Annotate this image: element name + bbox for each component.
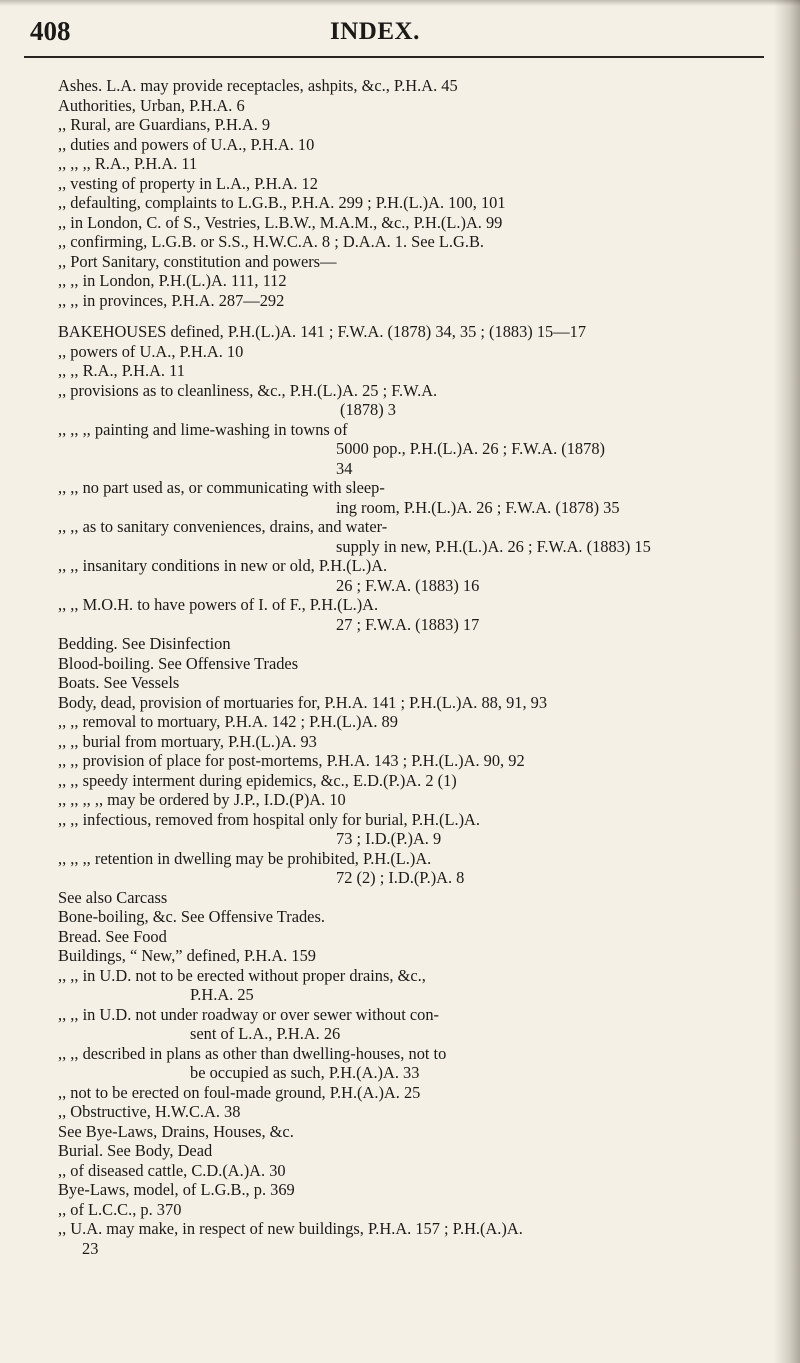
index-line-continued: 5000 pop., P.H.(L.)A. 26 ; F.W.A. (1878) [336, 439, 605, 458]
index-line: Ashes. L.A. may provide receptacles, ashpits, &c., P.H.A. 45 [58, 76, 458, 95]
index-line: Bone-boiling, &c. See Offensive Trades. [58, 907, 325, 926]
index-line: Boats. See Vessels [58, 673, 180, 692]
index-line: Body, dead, provision of mortuaries for, P.H.A. 141 ; P.H.(L.)A. 88, 91, 93 [58, 692, 548, 712]
index-entries [0, 76, 800, 1258]
index-line: ,, Port Sanitary, constitution and powers— [58, 251, 337, 271]
index-line: ,, of diseased cattle, C.D.(A.)A. 30 [58, 1160, 286, 1180]
index-line: ,, ,, ,, painting and lime-washing in towns of [58, 419, 348, 439]
index-line-continued: 23 [82, 1238, 99, 1258]
index-line: See also Carcass [58, 887, 168, 907]
index-line: ,, ,, ,, retention in dwelling may be prohibited, P.H.(L.)A. [58, 848, 432, 868]
index-line: ,, ,, R.A., P.H.A. 11 [58, 361, 185, 380]
index-line-continued: (1878) 3 [340, 400, 396, 419]
page-edge-shadow-top [0, 0, 800, 6]
index-line: ,, ,, in London, P.H.(L.)A. 111, 112 [58, 271, 287, 290]
index-line-continued: 72 (2) ; I.D.(P.)A. 8 [336, 868, 465, 887]
index-line: ,, ,, described in plans as other than dwelling-houses, not to [58, 1043, 447, 1063]
index-line: ,, powers of U.A., P.H.A. 10 [58, 341, 244, 361]
index-line: ,, provisions as to cleanliness, &c., P.H.(L.)A. 25 ; F.W.A. [58, 380, 438, 400]
index-line: ,, in London, C. of S., Vestries, L.B.W., M.A.M., &c., P.H.(L.)A. 99 [58, 212, 503, 232]
index-line: ,, Rural, are Guardians, P.H.A. 9 [58, 115, 271, 134]
header-rule [24, 56, 764, 58]
index-line: ,, ,, in U.D. not to be erected without proper drains, &c., [58, 965, 426, 985]
index-line: ,, ,, no part used as, or communicating with sleep- [58, 478, 385, 497]
index-line: ,, ,, burial from mortuary, P.H.(L.)A. 93 [58, 731, 317, 751]
index-line: ,, ,, M.O.H. to have powers of I. of F., P.H.(L.)A. [58, 595, 379, 614]
index-line: Buildings, “ New,” defined, P.H.A. 159 [58, 946, 316, 965]
index-line-continued: 27 ; F.W.A. (1883) 17 [336, 614, 480, 634]
index-line: ,, ,, speedy interment during epidemics, &c., E.D.(P.)A. 2 (1) [58, 770, 457, 790]
index-line: ,, ,, as to sanitary conveniences, drains, and water- [58, 517, 388, 536]
index-line: ,, ,, insanitary conditions in new or old, P.H.(L.)A. [58, 556, 388, 575]
index-line-continued: 73 ; I.D.(P.)A. 9 [336, 829, 442, 848]
index-line: ,, not to be erected on foul-made ground, P.H.(A.)A. 25 [58, 1082, 421, 1102]
page-number: 408 [30, 16, 71, 46]
index-line-continued: supply in new, P.H.(L.)A. 26 ; F.W.A. (1883) 15 [336, 536, 651, 556]
index-line-continued: ing room, P.H.(L.)A. 26 ; F.W.A. (1878) 35 [336, 497, 620, 517]
running-head: INDEX. [330, 18, 420, 45]
index-line: ,, confirming, L.G.B. or S.S., H.W.C.A. 8 ; D.A.A. 1. See L.G.B. [58, 232, 484, 251]
index-line: Burial. See Body, Dead [58, 1141, 213, 1160]
index-line-continued: be occupied as such, P.H.(A.)A. 33 [190, 1063, 420, 1082]
index-line-continued: 34 [336, 458, 353, 478]
index-line: ,, vesting of property in L.A., P.H.A. 12 [58, 173, 318, 193]
index-line: ,, U.A. may make, in respect of new buildings, P.H.A. 157 ; P.H.(A.)A. [58, 1219, 523, 1238]
index-line: Blood-boiling. See Offensive Trades [58, 653, 299, 673]
index-line: ,, ,, provision of place for post-mortems, P.H.A. 143 ; P.H.(L.)A. 90, 92 [58, 751, 525, 770]
index-line: ,, ,, in provinces, P.H.A. 287—292 [58, 290, 285, 310]
index-line: Bedding. See Disinfection [58, 634, 231, 653]
index-line: ,, ,, infectious, removed from hospital only for burial, P.H.(L.)A. [58, 809, 480, 829]
index-line: ,, Obstructive, H.W.C.A. 38 [58, 1102, 241, 1121]
section-heading-bakehouses: BAKEHOUSES defined, P.H.(L.)A. 141 ; F.W.A. (1878) 34, 35 ; (1883) 15—17 [58, 322, 587, 341]
index-line: ,, of L.C.C., p. 370 [58, 1199, 182, 1219]
index-line: ,, ,, ,, ,, may be ordered by J.P., I.D.(P)A. 10 [58, 790, 346, 809]
index-line: See Bye-Laws, Drains, Houses, &c. [58, 1121, 294, 1141]
index-line: Bye-Laws, model, of L.G.B., p. 369 [58, 1180, 295, 1199]
index-line: ,, ,, in U.D. not under roadway or over sewer without con- [58, 1004, 439, 1024]
section-gap [0, 310, 800, 322]
index-line-continued: 26 ; F.W.A. (1883) 16 [336, 575, 480, 595]
index-line: ,, ,, removal to mortuary, P.H.A. 142 ; P.H.(L.)A. 89 [58, 712, 398, 731]
index-line-continued: sent of L.A., P.H.A. 26 [190, 1024, 341, 1043]
index-line: ,, duties and powers of U.A., P.H.A. 10 [58, 134, 315, 154]
index-line: Authorities, Urban, P.H.A. 6 [58, 95, 245, 115]
index-line: Bread. See Food [58, 926, 167, 946]
index-line: ,, defaulting, complaints to L.G.B., P.H.A. 299 ; P.H.(L.)A. 100, 101 [58, 193, 506, 212]
index-line-continued: P.H.A. 25 [190, 985, 254, 1004]
index-line: ,, ,, ,, R.A., P.H.A. 11 [58, 154, 198, 173]
